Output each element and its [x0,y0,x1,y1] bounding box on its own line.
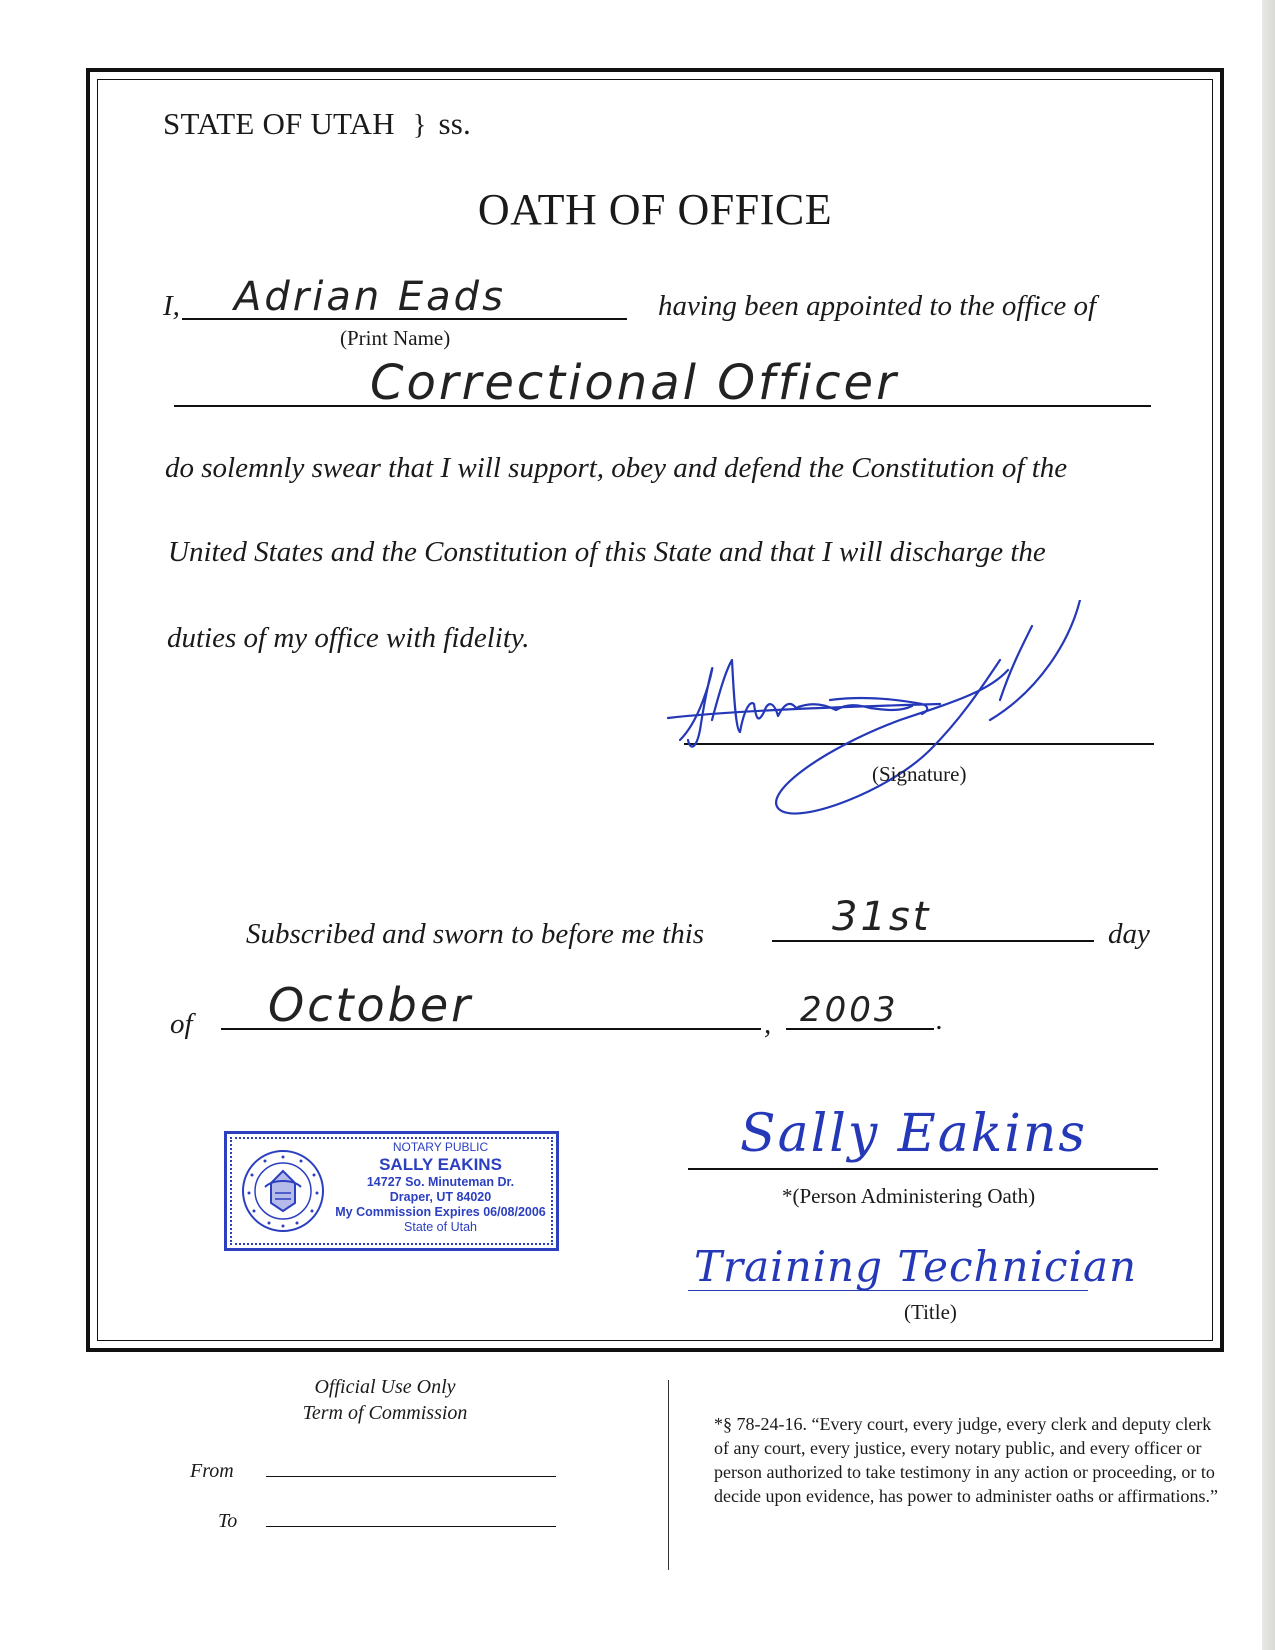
stamp-expiration: My Commission Expires 06/08/2006 [335,1205,546,1219]
signature-label: (Signature) [872,762,967,786]
administrator-line [688,1168,1158,1170]
oath-line-3: duties of my office with fidelity. [167,622,530,654]
page-edge [1262,0,1275,1650]
administrator-label: *(Person Administering Oath) [782,1184,1036,1208]
date-period: . [936,1004,944,1036]
handwritten-day: 31st [832,894,932,940]
oath-line-2: United States and the Constitution of this State and that I will discharge the [168,536,1046,568]
to-line[interactable] [266,1526,556,1527]
statute-note: *§ 78-24-16. “Every court, every judge, every clerk and deputy clerk of any court, every justice, every notary public, and every officer or person authorized to take testimony in any action or proceeding, or to decide upon evidence, has power to administer oaths or affirmations.” [714,1414,1219,1506]
stamp-notary-public: NOTARY PUBLIC [392,1140,489,1154]
administrator-signature: Sally Eakins [740,1104,1088,1164]
title-label: (Title) [904,1300,957,1324]
handwritten-name: Adrian Eads [234,274,506,320]
from-label: From [190,1460,234,1482]
official-use-label: Official Use Only [314,1376,456,1398]
appointment-text: having been appointed to the office of [658,290,1097,322]
print-name-label: (Print Name) [340,326,451,350]
sworn-text: Subscribed and sworn to before me this [246,918,705,950]
footer-divider [668,1380,669,1570]
stamp-state: State of Utah [404,1220,477,1234]
handwritten-office: Correctional Officer [370,355,899,411]
notary-stamp [224,1131,559,1251]
from-line[interactable] [266,1476,556,1477]
state-header [163,106,471,142]
state-name: STATE OF UTAH [163,106,395,141]
of-word: of [170,1008,193,1040]
oath-taker-signature [660,600,1100,830]
stamp-city: Draper, UT 84020 [389,1190,492,1204]
handwritten-year: 2003 [800,990,899,1030]
term-of-commission-label: Term of Commission [302,1402,468,1424]
day-word: day [1108,918,1150,950]
oath-line-1: do solemnly swear that I will support, obey and defend the Constitution of the [165,452,1068,484]
title-underline [688,1290,1088,1291]
stamp-notary-name: SALLY EAKINS [379,1155,502,1174]
document-title: OATH OF OFFICE [477,185,833,234]
stamp-text [331,1140,550,1235]
i-prefix: I, [163,290,180,322]
state-seal-icon [241,1149,325,1233]
date-comma: , [764,1008,772,1040]
handwritten-title: Training Technician [694,1242,1138,1291]
header-brace: } [412,110,427,141]
day-line [772,940,1094,942]
to-label: To [218,1510,238,1532]
stamp-address: 14727 So. Minuteman Dr. [366,1175,515,1189]
ss-label: ss. [438,106,471,141]
handwritten-month: October [268,978,474,1032]
